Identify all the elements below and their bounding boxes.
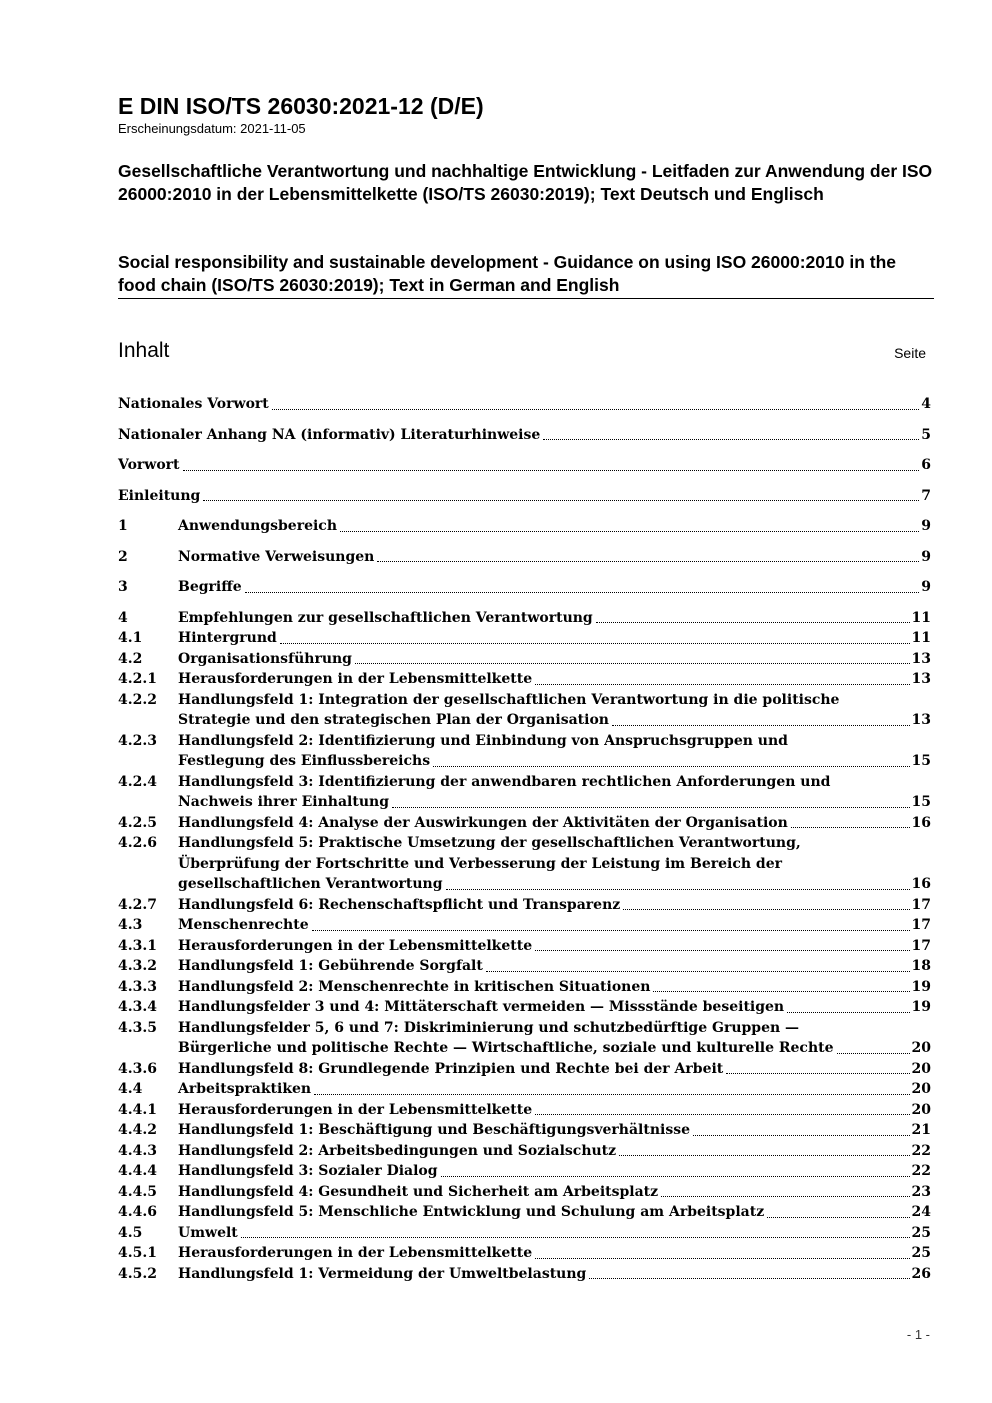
toc-entry-page: 9 (921, 548, 931, 565)
toc-entry-number: 4.2.6 (118, 835, 157, 851)
document-title: E DIN ISO/TS 26030:2021-12 (D/E) (118, 93, 484, 119)
toc-entry-title-line: Bürgerliche und politische Rechte — Wirtschaftliche, soziale und kulturelle Rechte (178, 1040, 834, 1056)
publication-date: Erscheinungsdatum: 2021-11-05 (118, 121, 306, 136)
toc-entry[interactable] (118, 915, 931, 936)
toc-entry[interactable] (118, 1202, 931, 1223)
toc-entry-title-line: Handlungsfelder 5, 6 und 7: Diskriminierung und schutzbedürftige Gruppen — (178, 1019, 800, 1036)
toc-entry[interactable] (118, 1264, 931, 1285)
toc-dot-leader (183, 470, 920, 471)
toc-entry[interactable] (118, 547, 931, 568)
toc-entry-number: 4 (118, 609, 128, 626)
toc-entry-title-line: Empfehlungen zur gesellschaftlichen Verantwortung (178, 609, 593, 626)
toc-dot-leader (377, 561, 919, 562)
toc-entry[interactable] (118, 1120, 931, 1141)
toc-entry-page: 17 (911, 917, 931, 933)
toc-entry-page: 23 (911, 1183, 931, 1200)
toc-dot-leader (619, 1155, 909, 1156)
toc-entry-title-line: Überprüfung der Fortschritte und Verbesserung der Leistung im Bereich der (178, 855, 782, 872)
toc-entry-page: 13 (911, 712, 931, 728)
toc-entry-number: 4.3 (118, 917, 143, 933)
toc-entry-number: 4.2.1 (118, 671, 157, 687)
toc-entry-title-line: Herausforderungen in der Lebensmittelkette (178, 671, 533, 687)
toc-entry[interactable] (118, 1243, 931, 1264)
toc-entry-title-line: Handlungsfeld 1: Vermeidung der Umweltbelastung (178, 1265, 587, 1282)
toc-dot-leader (543, 439, 919, 440)
toc-entry-page: 19 (911, 978, 931, 995)
toc-entry-title-line: Begriffe (178, 579, 242, 595)
toc-dot-leader (535, 1114, 909, 1115)
toc-dot-leader (392, 807, 910, 808)
toc-entry-title-line: Nationaler Anhang NA (informativ) Literaturhinweise (118, 426, 541, 443)
toc-entry-page: 24 (911, 1204, 931, 1220)
toc-entry[interactable] (118, 1100, 931, 1121)
toc-entry-title-line: Vorwort (118, 457, 180, 473)
toc-entry-page: 17 (911, 896, 931, 913)
toc-entry[interactable] (118, 936, 931, 957)
toc-dot-leader (837, 1053, 910, 1054)
toc-entry-title-line: Arbeitspraktiken (178, 1081, 312, 1097)
toc-entry[interactable] (118, 1223, 931, 1244)
toc-entry-title-line: Handlungsfeld 4: Analyse der Auswirkungen der Aktivitäten der Organisation (178, 814, 788, 831)
toc-entry-title-line: Handlungsfeld 4: Gesundheit und Sicherheit am Arbeitsplatz (178, 1183, 659, 1200)
toc-entry-number: 4.3.3 (118, 978, 157, 995)
table-of-contents (118, 394, 931, 1284)
toc-entry[interactable] (118, 895, 931, 916)
toc-entry-title-line: Handlungsfeld 1: Beschäftigung und Beschäftigungsverhältnisse (178, 1122, 690, 1138)
toc-entry-page: 19 (911, 999, 931, 1015)
toc-page-column-label: Seite (894, 345, 926, 361)
toc-entry[interactable] (118, 977, 931, 998)
toc-entry-title-line: Handlungsfeld 1: Integration der gesellschaftlichen Verantwortung in die politische (178, 691, 840, 708)
toc-entry[interactable] (118, 731, 931, 772)
toc-entry[interactable] (118, 425, 931, 446)
toc-entry-number: 4.3.1 (118, 937, 157, 954)
toc-entry-number: 4.3.2 (118, 958, 157, 974)
toc-entry-page: 13 (911, 671, 931, 687)
toc-entry-page: 16 (911, 814, 931, 831)
toc-entry-title-line: gesellschaftlichen Verantwortung (178, 876, 443, 892)
toc-dot-leader (767, 1217, 909, 1218)
toc-dot-leader (314, 1094, 909, 1095)
toc-dot-leader (535, 684, 909, 685)
toc-entry-title-line: Handlungsfeld 1: Gebührende Sorgfalt (178, 958, 483, 974)
toc-entry-title-line: Handlungsfeld 3: Sozialer Dialog (178, 1163, 438, 1179)
toc-entry-title-line: Handlungsfeld 3: Identifizierung der anwendbaren rechtlichen Anforderungen und (178, 773, 831, 790)
toc-entry-page: 25 (911, 1224, 931, 1241)
toc-entry-page: 15 (911, 753, 931, 769)
toc-entry[interactable] (118, 577, 931, 598)
toc-dot-leader (446, 889, 910, 890)
toc-entry-title-line: Organisationsführung (178, 650, 352, 667)
toc-entry-number: 4.5.2 (118, 1265, 157, 1282)
toc-entry[interactable] (118, 516, 931, 537)
toc-entry-page: 22 (911, 1142, 931, 1159)
toc-entry[interactable] (118, 1182, 931, 1203)
toc-entry-number: 4.5 (118, 1224, 143, 1241)
toc-dot-leader (693, 1135, 910, 1136)
toc-entry-title-line: Nachweis ihrer Einhaltung (178, 794, 389, 810)
toc-entry-title-line: Anwendungsbereich (178, 518, 337, 534)
toc-entry-page: 21 (911, 1122, 931, 1138)
toc-entry-number: 4.4.2 (118, 1122, 157, 1138)
footer-page-number: - 1 - (906, 1327, 930, 1342)
toc-dot-leader (596, 622, 910, 623)
toc-entry-page: 4 (921, 396, 931, 412)
toc-dot-leader (441, 1176, 910, 1177)
toc-entry[interactable] (118, 608, 931, 629)
toc-entry-number: 4.2.7 (118, 896, 157, 913)
toc-entry-page: 6 (921, 457, 931, 473)
toc-dot-leader (245, 592, 920, 593)
toc-entry-number: 4.5.1 (118, 1245, 157, 1261)
toc-entry-page: 25 (911, 1245, 931, 1261)
toc-dot-leader (791, 827, 910, 828)
toc-entry-page: 9 (921, 518, 931, 534)
toc-entry-number: 4.3.6 (118, 1060, 157, 1077)
toc-dot-leader (787, 1012, 909, 1013)
toc-entry-title-line: Hintergrund (178, 630, 277, 646)
toc-entry-page: 7 (921, 487, 931, 504)
toc-entry-number: 2 (118, 548, 128, 565)
toc-dot-leader (241, 1237, 910, 1238)
toc-entry-page: 9 (921, 579, 931, 595)
toc-dot-leader (726, 1073, 909, 1074)
toc-entry[interactable] (118, 1059, 931, 1080)
toc-entry-number: 4.4.4 (118, 1163, 157, 1179)
toc-dot-leader (535, 950, 909, 951)
toc-entry-page: 17 (911, 937, 931, 954)
toc-dot-leader (203, 500, 919, 501)
toc-entry-title-line: Umwelt (178, 1224, 238, 1241)
toc-entry-page: 5 (921, 426, 931, 443)
toc-entry-title-line: Menschenrechte (178, 917, 309, 933)
toc-entry-page: 16 (911, 876, 931, 892)
toc-entry-title-line: Handlungsfeld 2: Arbeitsbedingungen und Sozialschutz (178, 1142, 617, 1159)
toc-entry-title-line: Handlungsfelder 3 und 4: Mittäterschaft vermeiden — Missstände beseitigen (178, 999, 785, 1015)
toc-dot-leader (355, 663, 910, 664)
toc-entry-title-line: Strategie und den strategischen Plan der Organisation (178, 712, 609, 728)
toc-entry-title-line: Herausforderungen in der Lebensmittelkette (178, 1101, 533, 1118)
toc-entry-number: 1 (118, 518, 128, 534)
toc-dot-leader (661, 1196, 909, 1197)
toc-dot-leader (535, 1258, 909, 1259)
toc-entry[interactable] (118, 455, 931, 476)
toc-dot-leader (272, 409, 920, 410)
toc-entry-page: 15 (911, 794, 931, 810)
toc-entry-page: 11 (911, 630, 931, 646)
toc-entry-page: 20 (911, 1040, 931, 1056)
title-divider (118, 298, 934, 299)
toc-entry-number: 3 (118, 579, 128, 595)
toc-entry-page: 26 (911, 1265, 931, 1282)
toc-dot-leader (340, 531, 919, 532)
toc-entry-title-line: Normative Verweisungen (178, 548, 375, 565)
toc-entry-page: 20 (911, 1060, 931, 1077)
toc-dot-leader (612, 725, 910, 726)
toc-entry[interactable] (118, 628, 931, 649)
toc-entry-title-line: Herausforderungen in der Lebensmittelkette (178, 1245, 533, 1261)
toc-entry[interactable] (118, 813, 931, 834)
toc-entry-number: 4.4.5 (118, 1183, 157, 1200)
toc-entry-title-line: Handlungsfeld 5: Menschliche Entwicklung und Schulung am Arbeitsplatz (178, 1204, 765, 1220)
toc-entry-number: 4.3.5 (118, 1019, 157, 1036)
toc-entry[interactable] (118, 1018, 931, 1059)
toc-entry-title-line: Handlungsfeld 2: Menschenrechte in kritischen Situationen (178, 978, 651, 995)
toc-dot-leader (312, 930, 910, 931)
toc-entry-number: 4.3.4 (118, 999, 157, 1015)
toc-entry-page: 18 (911, 958, 931, 974)
toc-entry[interactable] (118, 997, 931, 1018)
toc-entry-number: 4.2.3 (118, 732, 157, 749)
toc-entry-number: 4.2.5 (118, 814, 157, 831)
title-english: Social responsibility and sustainable development - Guidance on using ISO 26000:2010 in the food chain (ISO/TS 26030:2019); Text in German and English (118, 252, 896, 295)
toc-entry-number: 4.4 (118, 1081, 143, 1097)
toc-entry-page: 20 (911, 1101, 931, 1118)
toc-entry-title-line: Nationales Vorwort (118, 396, 269, 412)
toc-dot-leader (280, 643, 910, 644)
toc-entry-number: 4.2.2 (118, 691, 157, 708)
toc-entry[interactable] (118, 956, 931, 977)
toc-entry-page: 13 (911, 650, 931, 667)
toc-entry[interactable] (118, 1141, 931, 1162)
toc-entry[interactable] (118, 1079, 931, 1100)
toc-dot-leader (433, 766, 909, 767)
toc-entry-number: 4.4.3 (118, 1142, 157, 1159)
toc-dot-leader (653, 991, 909, 992)
toc-entry[interactable] (118, 833, 931, 895)
toc-entry-title-line: Festlegung des Einflussbereichs (178, 753, 431, 769)
toc-entry-title-line: Handlungsfeld 6: Rechenschaftspflicht und Transparenz (178, 896, 621, 913)
toc-entry-page: 20 (911, 1081, 931, 1097)
toc-entry[interactable] (118, 486, 931, 507)
toc-entry[interactable] (118, 669, 931, 690)
toc-entry-page: 22 (911, 1163, 931, 1179)
toc-entry[interactable] (118, 649, 931, 670)
toc-entry-number: 4.4.6 (118, 1204, 157, 1220)
toc-entry[interactable] (118, 690, 931, 731)
toc-entry-number: 4.4.1 (118, 1101, 157, 1118)
toc-dot-leader (589, 1278, 909, 1279)
title-german: Gesellschaftliche Verantwortung und nachhaltige Entwicklung - Leitfaden zur Anwendung der ISO 26000:2010 in der Lebensmittelkette (ISO/TS 26030:2019); Text Deutsch und Englisch (118, 161, 933, 204)
toc-entry-title-line: Handlungsfeld 5: Praktische Umsetzung der gesellschaftlichen Verantwortung, (178, 835, 801, 851)
toc-entry-number: 4.2 (118, 650, 143, 667)
toc-entry[interactable] (118, 772, 931, 813)
toc-entry-number: 4.2.4 (118, 773, 157, 790)
toc-dot-leader (486, 971, 910, 972)
toc-entry-title-line: Handlungsfeld 8: Grundlegende Prinzipien und Rechte bei der Arbeit (178, 1060, 724, 1077)
toc-entry-page: 11 (911, 609, 931, 626)
toc-entry[interactable] (118, 1161, 931, 1182)
toc-entry[interactable] (118, 394, 931, 415)
toc-dot-leader (623, 909, 909, 910)
toc-entry-title-line: Einleitung (118, 487, 201, 504)
toc-entry-title-line: Herausforderungen in der Lebensmittelkette (178, 937, 533, 954)
toc-heading: Inhalt (118, 339, 170, 362)
toc-entry-number: 4.1 (118, 630, 143, 646)
toc-entry-title-line: Handlungsfeld 2: Identifizierung und Einbindung von Anspruchsgruppen und (178, 732, 788, 749)
